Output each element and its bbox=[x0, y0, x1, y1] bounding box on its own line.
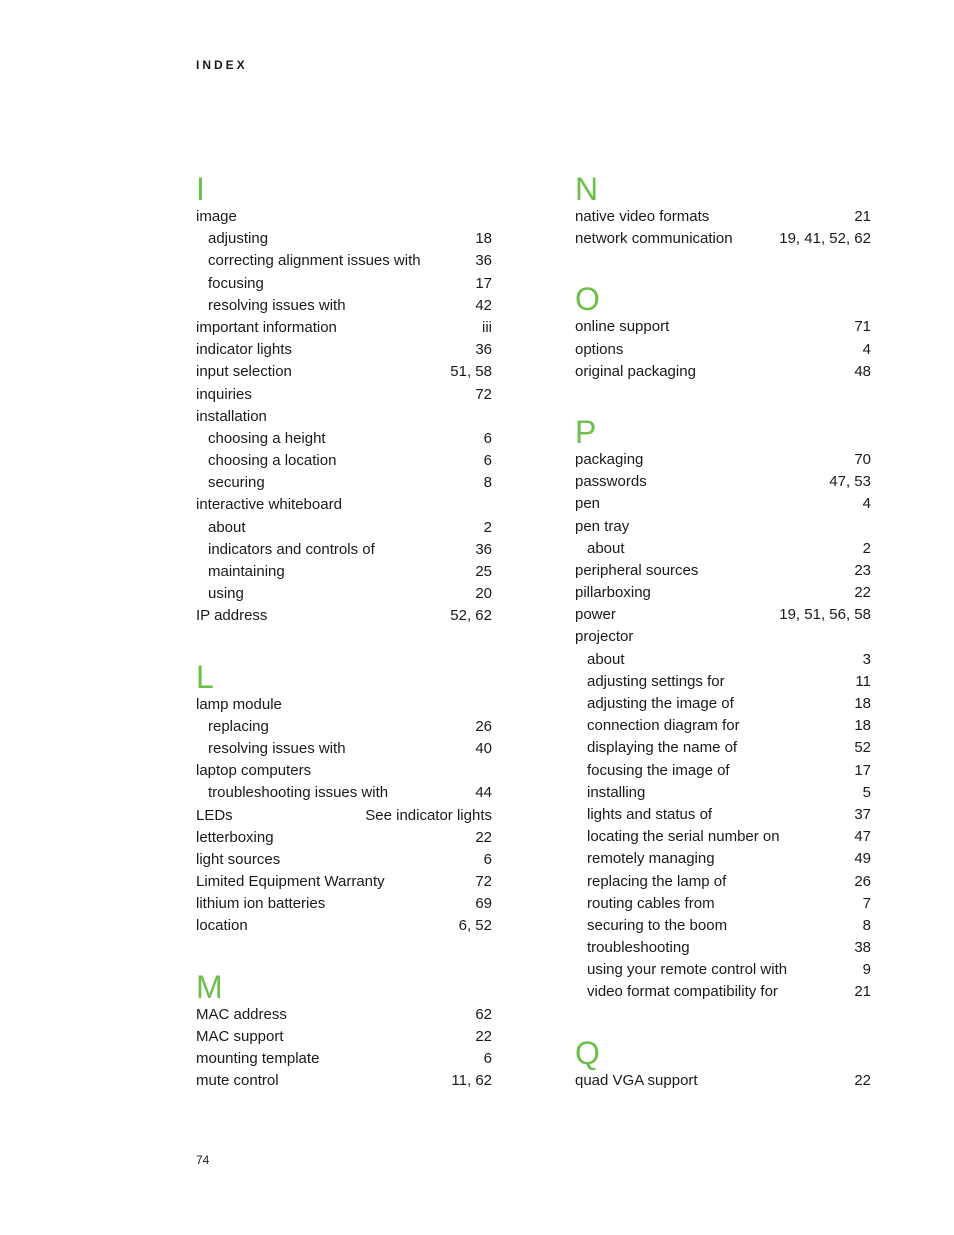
index-entry bbox=[196, 605, 492, 627]
entry-term: lamp module bbox=[196, 695, 282, 713]
entry-pages: 71 bbox=[854, 318, 871, 336]
entry-pages: 52 bbox=[854, 739, 871, 757]
index-subentry bbox=[575, 804, 871, 826]
index-subentry bbox=[575, 737, 871, 759]
entry-pages: iii bbox=[482, 318, 492, 336]
entry-pages: 70 bbox=[854, 450, 871, 468]
entry-term: resolving issues with bbox=[208, 739, 346, 757]
index-entry bbox=[575, 493, 871, 515]
entry-term: using bbox=[208, 585, 244, 603]
entry-term: maintaining bbox=[208, 563, 285, 580]
entry-term: input selection bbox=[196, 363, 292, 381]
entry-term: MAC address bbox=[196, 1005, 287, 1023]
index-subentry bbox=[575, 893, 871, 915]
entry-term: peripheral sources bbox=[575, 561, 699, 579]
index-entry bbox=[196, 317, 492, 339]
entry-term: securing bbox=[208, 474, 265, 492]
entry-term: routing cables from bbox=[587, 894, 715, 912]
entry-term: installation bbox=[196, 407, 267, 425]
section-letter: M bbox=[196, 968, 223, 1005]
entry-term: native video formats bbox=[575, 208, 710, 225]
entry-pages: 22 bbox=[475, 828, 492, 846]
section-letter: I bbox=[196, 171, 205, 207]
index-entry bbox=[196, 893, 492, 915]
entry-term: laptop computers bbox=[196, 762, 312, 780]
index-subentry bbox=[196, 428, 492, 450]
index-entry bbox=[196, 849, 492, 871]
entry-term: interactive whiteboard bbox=[196, 496, 342, 514]
entry-term: passwords bbox=[575, 473, 647, 491]
entry-pages: 72 bbox=[475, 873, 492, 891]
entry-pages: 37 bbox=[854, 805, 871, 823]
entry-pages: 42 bbox=[475, 296, 492, 314]
index-entry bbox=[196, 805, 492, 827]
entry-term: mute control bbox=[196, 1072, 279, 1090]
index-subentry bbox=[196, 561, 492, 583]
entry-pages: 11, 62 bbox=[451, 1072, 492, 1090]
entry-pages: 6 bbox=[483, 1050, 492, 1067]
entry-term: about bbox=[208, 518, 246, 536]
index-entry bbox=[575, 316, 871, 338]
index-subentry bbox=[196, 472, 492, 494]
index-entry bbox=[196, 915, 492, 937]
index-subentry bbox=[196, 295, 492, 317]
entry-term: options bbox=[575, 340, 624, 358]
index-entry bbox=[196, 361, 492, 383]
index-subentry bbox=[575, 760, 871, 782]
entry-term: inquiries bbox=[196, 385, 252, 403]
entry-pages: 8 bbox=[862, 916, 871, 934]
entry-term: power bbox=[575, 606, 616, 624]
index-entry bbox=[575, 206, 871, 228]
entry-term: displaying the name of bbox=[587, 739, 738, 757]
index-subentry bbox=[575, 693, 871, 715]
running-header: INDEX bbox=[196, 58, 248, 72]
entry-pages: 19, 51, 56, 58 bbox=[779, 606, 871, 624]
entry-pages: 62 bbox=[475, 1005, 492, 1023]
section-letter: O bbox=[575, 281, 600, 318]
index-entry bbox=[196, 694, 492, 716]
index-entry bbox=[575, 228, 871, 250]
entry-term: troubleshooting issues with bbox=[208, 784, 389, 802]
entry-pages: 40 bbox=[475, 739, 492, 757]
entry-pages: 2 bbox=[862, 539, 871, 557]
entry-term: lithium ion batteries bbox=[196, 895, 326, 913]
index-section-o bbox=[575, 280, 871, 383]
entry-pages: 6 bbox=[483, 452, 492, 470]
entry-term: pillarboxing bbox=[575, 584, 651, 602]
entry-pages: 5 bbox=[862, 783, 871, 801]
index-entry bbox=[196, 494, 492, 516]
index-subentry bbox=[196, 583, 492, 605]
entry-pages: 4 bbox=[862, 340, 871, 358]
entry-pages: 7 bbox=[862, 894, 871, 912]
entry-pages: 6 bbox=[483, 429, 492, 447]
index-subentry bbox=[575, 538, 871, 560]
index-column-right bbox=[575, 170, 871, 1122]
index-section-q bbox=[575, 1034, 871, 1092]
entry-pages: 22 bbox=[854, 1071, 871, 1089]
index-entry bbox=[196, 384, 492, 406]
entry-pages: 69 bbox=[475, 895, 492, 913]
entry-pages: 48 bbox=[854, 362, 871, 380]
entry-pages: 18 bbox=[854, 717, 871, 735]
entry-term: focusing bbox=[208, 274, 264, 292]
entry-term: resolving issues with bbox=[208, 296, 346, 314]
index-entry bbox=[196, 1070, 492, 1092]
entry-term: about bbox=[587, 650, 625, 668]
entry-term: projector bbox=[575, 628, 634, 646]
entry-term: adjusting settings for bbox=[587, 672, 725, 690]
entry-pages: 22 bbox=[475, 1027, 492, 1045]
entry-term: online support bbox=[575, 318, 670, 336]
index-subentry bbox=[196, 539, 492, 561]
entry-pages: 52, 62 bbox=[450, 607, 492, 625]
index-subentry bbox=[575, 826, 871, 848]
entry-term: video format compatibility for bbox=[587, 983, 778, 1001]
entry-term: replacing the lamp of bbox=[587, 872, 727, 890]
section-letter: L bbox=[196, 658, 214, 695]
entry-term: correcting alignment issues with bbox=[208, 252, 421, 270]
index-subentry bbox=[575, 937, 871, 959]
entry-pages: 47 bbox=[854, 828, 871, 846]
entry-term: installing bbox=[587, 783, 646, 801]
entry-term: original packaging bbox=[575, 362, 696, 380]
index-subentry bbox=[196, 738, 492, 760]
index-entry bbox=[196, 827, 492, 849]
entry-term: focusing the image of bbox=[587, 761, 730, 779]
index-section-p bbox=[575, 413, 871, 1004]
entry-pages: 72 bbox=[475, 385, 492, 403]
entry-term: letterboxing bbox=[196, 828, 274, 846]
entry-term: indicators and controls of bbox=[208, 540, 375, 558]
index-entry bbox=[575, 339, 871, 361]
entry-term: quad VGA support bbox=[575, 1071, 698, 1089]
entry-pages: 9 bbox=[862, 961, 871, 979]
entry-pages: 21 bbox=[854, 983, 871, 1001]
entry-term: using your remote control with bbox=[587, 961, 788, 979]
entry-term: image bbox=[196, 208, 237, 225]
index-subentry bbox=[575, 848, 871, 870]
entry-pages: 38 bbox=[854, 939, 871, 957]
index-entry bbox=[575, 560, 871, 582]
entry-term: securing to the boom bbox=[587, 916, 728, 934]
index-subentry bbox=[575, 871, 871, 893]
entry-term: adjusting bbox=[208, 230, 269, 248]
entry-term: connection diagram for bbox=[587, 717, 740, 735]
section-letter: P bbox=[575, 413, 597, 450]
entry-pages: 36 bbox=[475, 341, 492, 359]
entry-pages: 17 bbox=[475, 274, 492, 292]
entry-term: locating the serial number on bbox=[587, 828, 780, 846]
entry-pages: 8 bbox=[483, 474, 492, 492]
index-subentry bbox=[575, 671, 871, 693]
index-subentry bbox=[196, 273, 492, 295]
entry-pages: 36 bbox=[475, 540, 492, 558]
entry-pages: 4 bbox=[862, 495, 871, 513]
index-section-i bbox=[196, 170, 492, 628]
entry-term: remotely managing bbox=[587, 850, 715, 868]
index-subentry bbox=[575, 981, 871, 1003]
entry-term: replacing bbox=[208, 717, 269, 735]
entry-term: mounting template bbox=[196, 1050, 320, 1067]
index-subentry bbox=[196, 716, 492, 738]
page-number: 74 bbox=[196, 1153, 210, 1167]
index-subentry bbox=[575, 915, 871, 937]
entry-term: choosing a location bbox=[208, 452, 337, 470]
index-entry bbox=[196, 871, 492, 893]
index-entry bbox=[196, 206, 492, 228]
section-letter: Q bbox=[575, 1034, 600, 1071]
index-entry bbox=[196, 406, 492, 428]
entry-term: important information bbox=[196, 318, 337, 336]
index-subentry bbox=[196, 228, 492, 250]
index-entry bbox=[196, 1048, 492, 1070]
entry-term: about bbox=[587, 539, 625, 557]
entry-pages: 2 bbox=[483, 518, 492, 536]
index-subentry bbox=[575, 959, 871, 981]
entry-pages: 26 bbox=[854, 872, 871, 890]
index-section-n bbox=[575, 170, 871, 250]
index-subentry bbox=[575, 782, 871, 804]
entry-term: LEDs bbox=[196, 806, 233, 824]
index-subentry bbox=[575, 649, 871, 671]
entry-pages: 36 bbox=[475, 252, 492, 270]
entry-pages: 51, 58 bbox=[450, 363, 492, 381]
section-letter: N bbox=[575, 171, 599, 207]
entry-term: packaging bbox=[575, 450, 644, 468]
entry-pages: 6 bbox=[483, 850, 492, 868]
index-entry bbox=[196, 1004, 492, 1026]
index-subentry bbox=[196, 782, 492, 804]
index-entry bbox=[575, 449, 871, 471]
entry-pages: 25 bbox=[475, 563, 492, 580]
entry-pages: 26 bbox=[475, 717, 492, 735]
entry-pages: 20 bbox=[475, 585, 492, 603]
index-entry bbox=[196, 760, 492, 782]
entry-term: IP address bbox=[196, 607, 268, 625]
entry-pages: 3 bbox=[862, 650, 871, 668]
entry-term: troubleshooting bbox=[587, 939, 690, 957]
index-entry bbox=[575, 1070, 871, 1092]
entry-term: choosing a height bbox=[208, 429, 326, 447]
index-subentry bbox=[196, 450, 492, 472]
entry-term: light sources bbox=[196, 850, 281, 868]
index-subentry bbox=[196, 250, 492, 272]
entry-pages: See indicator lights bbox=[365, 806, 492, 824]
index-entry bbox=[575, 626, 871, 648]
entry-pages: 18 bbox=[854, 695, 871, 712]
entry-pages: 47, 53 bbox=[829, 473, 871, 491]
entry-term: lights and status of bbox=[587, 805, 713, 823]
entry-pages: 23 bbox=[854, 561, 871, 579]
entry-pages: 21 bbox=[854, 208, 871, 225]
index-subentry bbox=[196, 517, 492, 539]
entry-term: MAC support bbox=[196, 1027, 284, 1045]
entry-term: location bbox=[196, 917, 248, 935]
entry-pages: 19, 41, 52, 62 bbox=[779, 230, 871, 248]
entry-pages: 11 bbox=[855, 672, 871, 690]
entry-term: pen tray bbox=[575, 517, 630, 535]
entry-pages: 18 bbox=[475, 230, 492, 248]
index-subentry bbox=[575, 715, 871, 737]
index-entry bbox=[575, 582, 871, 604]
index-column-left bbox=[196, 170, 492, 1122]
entry-term: adjusting the image of bbox=[587, 695, 734, 712]
entry-term: Limited Equipment Warranty bbox=[196, 873, 385, 891]
entry-term: indicator lights bbox=[196, 341, 292, 359]
entry-term: network communication bbox=[575, 230, 733, 248]
index-entry bbox=[575, 516, 871, 538]
entry-pages: 22 bbox=[854, 584, 871, 602]
entry-term: pen bbox=[575, 495, 601, 513]
index-entry bbox=[575, 361, 871, 383]
index-entry bbox=[575, 604, 871, 626]
index-section-l bbox=[196, 658, 492, 938]
entry-pages: 44 bbox=[475, 784, 492, 802]
entry-pages: 49 bbox=[854, 850, 871, 868]
index-entry bbox=[196, 339, 492, 361]
index-section-m bbox=[196, 968, 492, 1093]
entry-pages: 6, 52 bbox=[458, 917, 492, 935]
index-entry bbox=[575, 471, 871, 493]
index-entry bbox=[196, 1026, 492, 1048]
entry-pages: 17 bbox=[854, 761, 871, 779]
